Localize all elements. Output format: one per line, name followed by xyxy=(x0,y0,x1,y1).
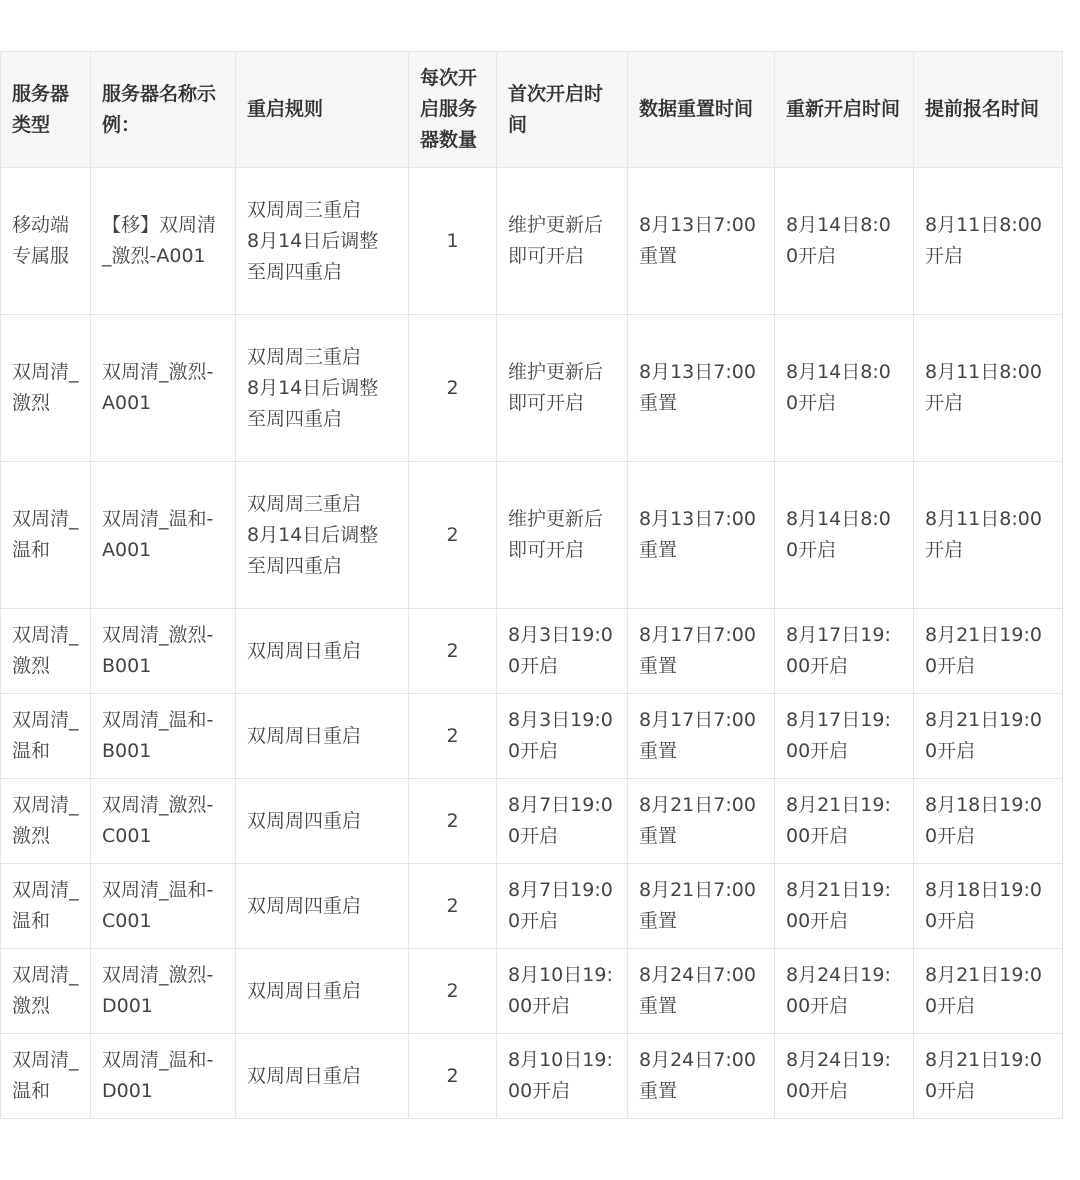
cell-restart-rule xyxy=(236,864,409,949)
cell-early-signup-time: 8月11日8:00开启 xyxy=(914,315,1063,462)
table-row xyxy=(1,168,1063,315)
cell-restart-rule xyxy=(236,949,409,1034)
cell-early-signup-time: 8月18日19:00开启 xyxy=(914,864,1063,949)
restart-rule-line: 双周周三重启 xyxy=(247,345,362,368)
cell-early-signup-time: 8月11日8:00开启 xyxy=(914,168,1063,315)
cell-server-count: 1 xyxy=(409,168,497,315)
restart-rule-line: 双周周三重启 xyxy=(247,198,362,221)
cell-first-open-time: 8月10日19:00开启 xyxy=(497,949,628,1034)
cell-server-name: 双周清_温和-B001 xyxy=(91,694,236,779)
cell-server-type: 移动端专属服 xyxy=(1,168,91,315)
cell-reopen-time: 8月21日19:00开启 xyxy=(775,864,914,949)
restart-rule-line: 8月14日后调整至周四重启 xyxy=(247,376,379,430)
cell-server-count: 2 xyxy=(409,462,497,609)
restart-rule-line: 双周周四重启 xyxy=(247,809,362,832)
cell-restart-rule xyxy=(236,462,409,609)
cell-first-open-time: 8月7日19:00开启 xyxy=(497,779,628,864)
cell-data-reset-time: 8月17日7:00重置 xyxy=(628,609,775,694)
table-header-row xyxy=(1,52,1063,168)
cell-first-open-time: 8月7日19:00开启 xyxy=(497,864,628,949)
cell-first-open-time: 8月10日19:00开启 xyxy=(497,1034,628,1119)
restart-rule-line: 双周周日重启 xyxy=(247,639,362,662)
cell-data-reset-time: 8月24日7:00重置 xyxy=(628,949,775,1034)
cell-reopen-time: 8月24日19:00开启 xyxy=(775,949,914,1034)
table-row xyxy=(1,609,1063,694)
restart-rule-line: 双周周日重启 xyxy=(247,979,362,1002)
cell-restart-rule xyxy=(236,168,409,315)
cell-restart-rule xyxy=(236,694,409,779)
cell-server-count: 2 xyxy=(409,949,497,1034)
cell-data-reset-time: 8月17日7:00重置 xyxy=(628,694,775,779)
cell-early-signup-time: 8月21日19:00开启 xyxy=(914,1034,1063,1119)
cell-restart-rule xyxy=(236,1034,409,1119)
cell-server-count: 2 xyxy=(409,1034,497,1119)
cell-first-open-time: 维护更新后即可开启 xyxy=(497,168,628,315)
cell-server-count: 2 xyxy=(409,779,497,864)
header-first-open-time: 首次开启时间 xyxy=(497,52,628,168)
cell-early-signup-time: 8月21日19:00开启 xyxy=(914,949,1063,1034)
cell-data-reset-time: 8月24日7:00重置 xyxy=(628,1034,775,1119)
cell-server-name: 双周清_温和-C001 xyxy=(91,864,236,949)
table-row xyxy=(1,462,1063,609)
table-row xyxy=(1,949,1063,1034)
cell-early-signup-time: 8月18日19:00开启 xyxy=(914,779,1063,864)
cell-server-count: 2 xyxy=(409,315,497,462)
cell-restart-rule xyxy=(236,315,409,462)
cell-first-open-time: 8月3日19:00开启 xyxy=(497,694,628,779)
cell-data-reset-time: 8月13日7:00重置 xyxy=(628,462,775,609)
cell-data-reset-time: 8月13日7:00重置 xyxy=(628,168,775,315)
cell-server-name: 双周清_温和-D001 xyxy=(91,1034,236,1119)
cell-server-count: 2 xyxy=(409,864,497,949)
cell-data-reset-time: 8月13日7:00重置 xyxy=(628,315,775,462)
cell-server-type: 双周清_激烈 xyxy=(1,315,91,462)
server-schedule-table xyxy=(0,51,1063,1119)
cell-reopen-time: 8月14日8:00开启 xyxy=(775,462,914,609)
cell-server-name: 双周清_激烈-B001 xyxy=(91,609,236,694)
cell-data-reset-time: 8月21日7:00重置 xyxy=(628,864,775,949)
cell-server-count: 2 xyxy=(409,694,497,779)
cell-server-name: 双周清_激烈-A001 xyxy=(91,315,236,462)
cell-server-name: 【移】双周清_激烈-A001 xyxy=(91,168,236,315)
cell-server-type: 双周清_温和 xyxy=(1,864,91,949)
header-early-signup-time: 提前报名时间 xyxy=(914,52,1063,168)
header-server-type: 服务器类型 xyxy=(1,52,91,168)
cell-early-signup-time: 8月21日19:00开启 xyxy=(914,694,1063,779)
cell-server-type: 双周清_温和 xyxy=(1,462,91,609)
table-row xyxy=(1,315,1063,462)
restart-rule-line: 双周周三重启 xyxy=(247,492,362,515)
cell-reopen-time: 8月21日19:00开启 xyxy=(775,779,914,864)
cell-first-open-time: 维护更新后即可开启 xyxy=(497,315,628,462)
header-restart-rule: 重启规则 xyxy=(236,52,409,168)
cell-first-open-time: 维护更新后即可开启 xyxy=(497,462,628,609)
cell-reopen-time: 8月17日19:00开启 xyxy=(775,694,914,779)
header-reopen-time: 重新开启时间 xyxy=(775,52,914,168)
server-schedule-table-container xyxy=(0,51,1062,1119)
cell-server-type: 双周清_激烈 xyxy=(1,609,91,694)
header-servers-per-open: 每次开启服务器数量 xyxy=(409,52,497,168)
restart-rule-line: 双周周日重启 xyxy=(247,724,362,747)
cell-server-type: 双周清_温和 xyxy=(1,694,91,779)
cell-server-type: 双周清_温和 xyxy=(1,1034,91,1119)
cell-reopen-time: 8月14日8:00开启 xyxy=(775,168,914,315)
table-row xyxy=(1,779,1063,864)
cell-early-signup-time: 8月21日19:00开启 xyxy=(914,609,1063,694)
cell-first-open-time: 8月3日19:00开启 xyxy=(497,609,628,694)
table-body xyxy=(1,168,1063,1119)
cell-server-type: 双周清_激烈 xyxy=(1,949,91,1034)
cell-server-name: 双周清_激烈-D001 xyxy=(91,949,236,1034)
table-row xyxy=(1,864,1063,949)
cell-server-name: 双周清_温和-A001 xyxy=(91,462,236,609)
cell-restart-rule xyxy=(236,779,409,864)
cell-data-reset-time: 8月21日7:00重置 xyxy=(628,779,775,864)
restart-rule-line: 双周周日重启 xyxy=(247,1064,362,1087)
header-server-name-example: 服务器名称示例： xyxy=(91,52,236,168)
cell-restart-rule xyxy=(236,609,409,694)
restart-rule-line: 8月14日后调整至周四重启 xyxy=(247,229,379,283)
cell-reopen-time: 8月17日19:00开启 xyxy=(775,609,914,694)
restart-rule-line: 8月14日后调整至周四重启 xyxy=(247,523,379,577)
cell-reopen-time: 8月14日8:00开启 xyxy=(775,315,914,462)
cell-reopen-time: 8月24日19:00开启 xyxy=(775,1034,914,1119)
table-row xyxy=(1,1034,1063,1119)
cell-server-count: 2 xyxy=(409,609,497,694)
header-data-reset-time: 数据重置时间 xyxy=(628,52,775,168)
cell-early-signup-time: 8月11日8:00开启 xyxy=(914,462,1063,609)
cell-server-name: 双周清_激烈-C001 xyxy=(91,779,236,864)
cell-server-type: 双周清_激烈 xyxy=(1,779,91,864)
table-row xyxy=(1,694,1063,779)
restart-rule-line: 双周周四重启 xyxy=(247,894,362,917)
